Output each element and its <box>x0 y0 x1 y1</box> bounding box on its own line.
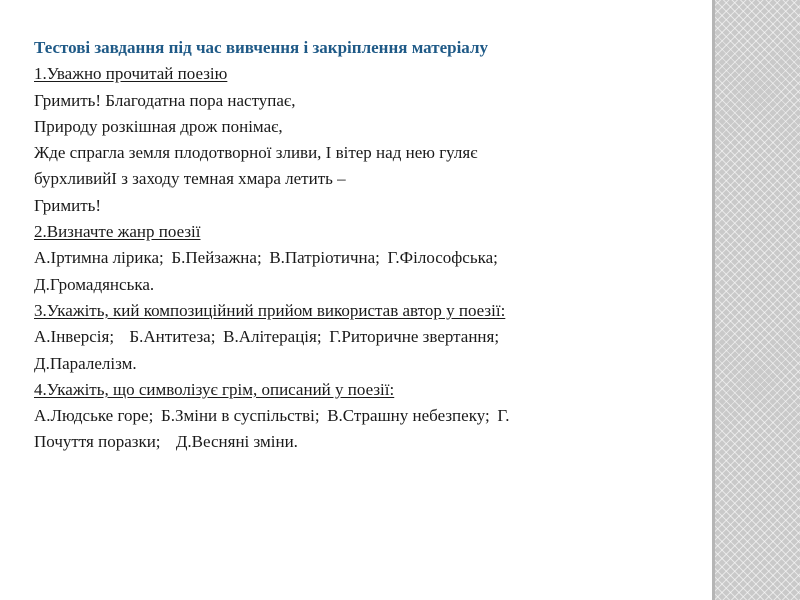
option-a: А.Іртимна лірика; <box>34 248 164 268</box>
task4-title: 4.Укажіть, що символізує грім, описаний у поезії: <box>34 379 395 399</box>
option-d: Г. <box>497 406 510 426</box>
poem-line: Гримить! Благодатна пора наступає, <box>34 90 296 110</box>
poem-line: Гримить! <box>34 195 102 215</box>
task2-options-row <box>34 245 706 271</box>
option-d: Г.Риторичне звертання; <box>329 327 500 347</box>
option-e: Д.Громадянська. <box>34 274 155 294</box>
task3-title: 3.Укажіть, кий композиційний прийом використав автор у поезії: <box>34 300 506 320</box>
task1-title: 1.Уважно прочитай поезію <box>34 64 228 84</box>
slide-heading: Тестові завдання під час вивчення і закріплення матеріалу <box>34 38 488 57</box>
option-a: А.Інверсія; <box>34 327 115 347</box>
option-e: Д.Весняні зміни. <box>175 432 298 452</box>
option-c: В.Алітерація; <box>223 327 322 347</box>
option-b: Б.Антитеза; <box>129 327 216 347</box>
task4-options-row-2 <box>34 429 706 455</box>
poem-line: бурхливийІ з заходу темная хмара летить – <box>34 169 346 189</box>
poem-line: Природу розкішная дрож понімає, <box>34 116 283 136</box>
slide-content <box>34 35 706 456</box>
task4-options-row <box>34 403 706 429</box>
option-a: А.Людське горе; <box>34 406 154 426</box>
option-c: В.Патріотична; <box>269 248 380 268</box>
task3-options-row <box>34 324 706 350</box>
option-e: Д.Паралелізм. <box>34 353 137 373</box>
option-c: В.Страшну небезпеку; <box>327 406 490 426</box>
option-d-cont: Почуття поразки; <box>34 432 161 452</box>
option-d: Г.Філософська; <box>387 248 498 268</box>
decorative-side-band <box>712 0 800 600</box>
poem-line: Жде спрагла земля плодотворної зливи, І вітер над нею гуляє <box>34 143 478 163</box>
option-b: Б.Пейзажна; <box>171 248 262 268</box>
task2-title: 2.Визначте жанр поезії <box>34 222 201 242</box>
option-b: Б.Зміни в суспільстві; <box>160 406 320 426</box>
